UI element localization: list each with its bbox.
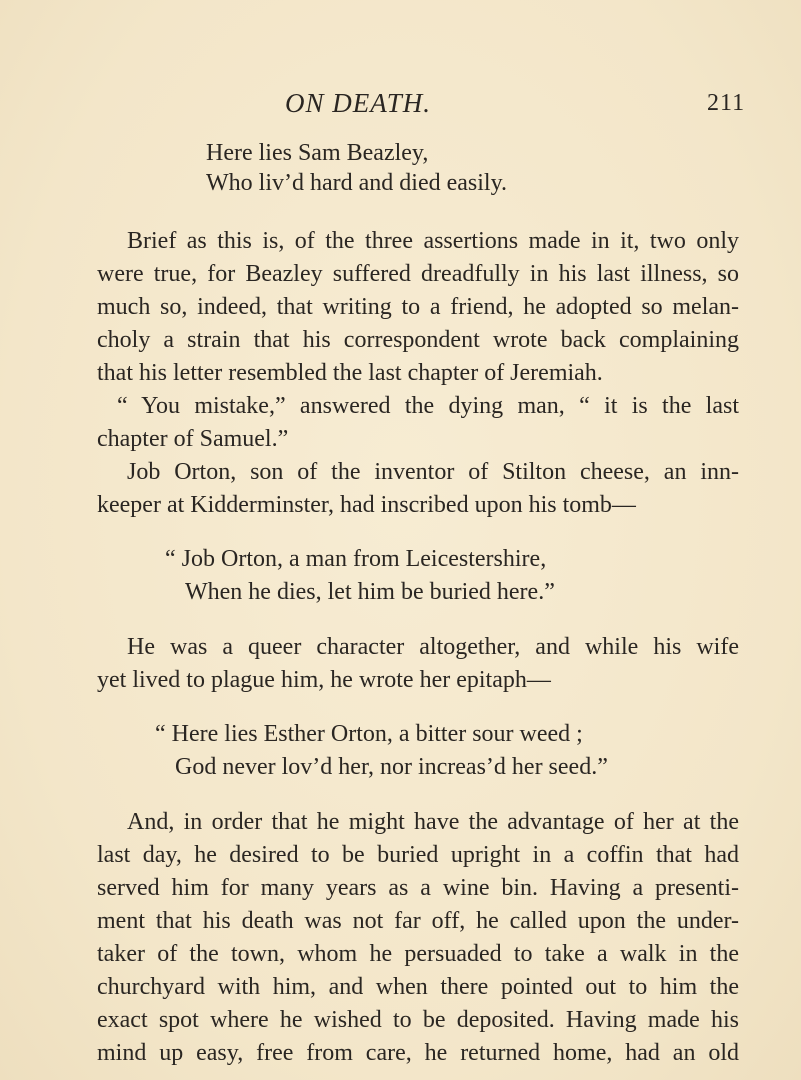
body-text-line: choly a strain that his correspondent wrote back complaining: [97, 327, 739, 353]
body-text-line: were true, for Beazley suffered dreadfully in his last illness, so: [97, 261, 739, 287]
body-text-line: “ You mistake,” answered the dying man, “ it is the last: [117, 393, 739, 419]
running-head: [0, 88, 801, 122]
body-text-line: mind up easy, free from care, he returned home, had an old: [97, 1040, 739, 1066]
page-title: ON DEATH.: [285, 88, 432, 118]
page-number: 211: [707, 90, 746, 116]
body-text-line: chapter of Samuel.”: [97, 426, 289, 452]
body-text-line: much so, indeed, that writing to a friend, he adopted so melan-: [97, 294, 739, 320]
body-text-line: ment that his death was not far off, he called upon the under-: [97, 908, 739, 934]
body-text-line: served him for many years as a wine bin. Having a presenti-: [97, 875, 739, 901]
body-text-line: And, in order that he might have the advantage of her at the: [127, 809, 739, 835]
body-text-line: churchyard with him, and when there pointed out to him the: [97, 974, 739, 1000]
body-text-line: last day, he desired to be buried upright in a coffin that had: [97, 842, 739, 868]
verse-line: “ Job Orton, a man from Leicestershire,: [165, 546, 547, 572]
body-text-line: exact spot where he wished to be deposited. Having made his: [97, 1007, 739, 1033]
verse-line: “ Here lies Esther Orton, a bitter sour weed ;: [155, 721, 583, 747]
verse-line: When he dies, let him be buried here.”: [185, 579, 555, 605]
body-text-line: that his letter resembled the last chapter of Jeremiah.: [97, 360, 603, 386]
body-text-line: He was a queer character altogether, and while his wife: [127, 634, 739, 660]
body-text-line: yet lived to plague him, he wrote her epitaph—: [97, 667, 551, 693]
verse-line: Here lies Sam Beazley,: [206, 140, 429, 166]
body-text-line: Job Orton, son of the inventor of Stilton cheese, an inn-: [127, 459, 739, 485]
verse-line: God never lov’d her, nor increas’d her seed.”: [175, 754, 608, 780]
verse-line: Who liv’d hard and died easily.: [206, 170, 508, 196]
body-text-line: keeper at Kidderminster, had inscribed upon his tomb—: [97, 492, 636, 518]
body-text-line: taker of the town, whom he persuaded to take a walk in the: [97, 941, 739, 967]
body-text-line: Brief as this is, of the three assertions made in it, two only: [127, 228, 739, 254]
